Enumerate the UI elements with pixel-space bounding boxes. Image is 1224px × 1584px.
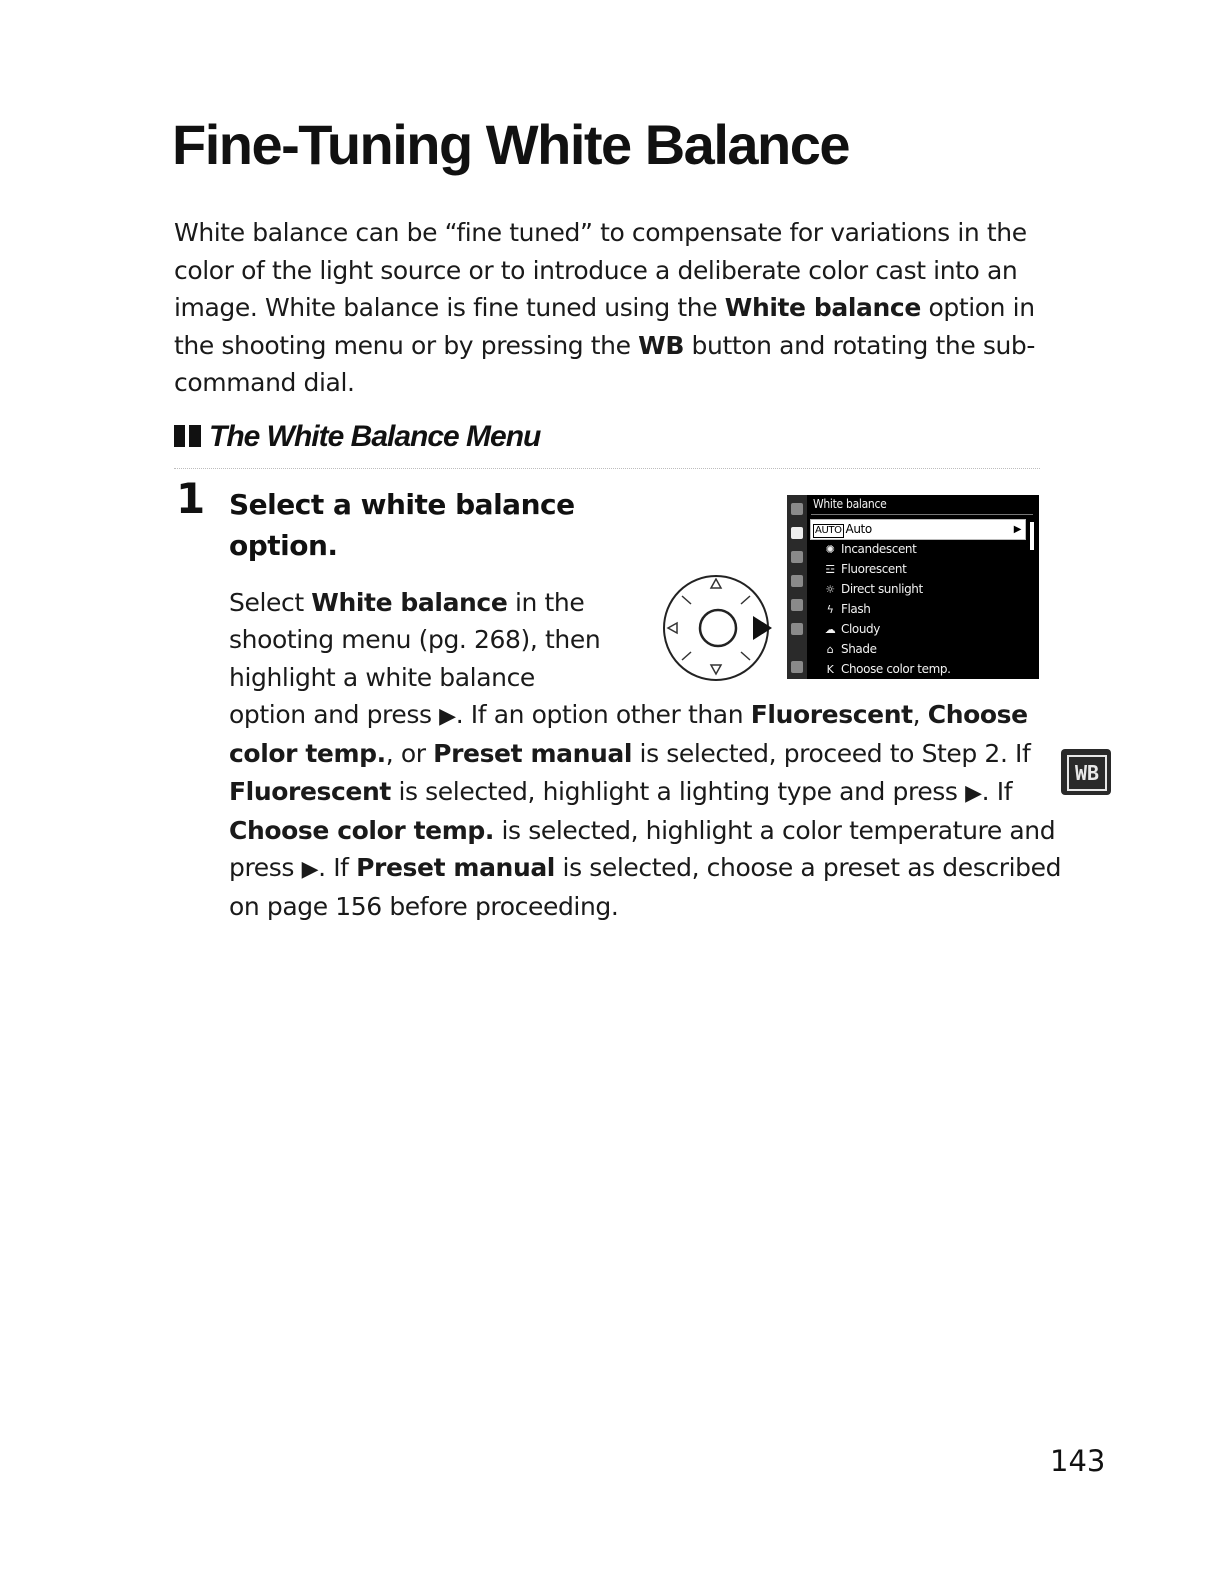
page-number: 143 — [1050, 1444, 1106, 1478]
help-icon — [791, 661, 803, 673]
wb-option-cloudy[interactable]: ☁ Cloudy — [811, 620, 1025, 639]
camera-menu-screen — [787, 495, 1039, 679]
wb-option-auto[interactable]: AUTO Auto ▶ — [811, 520, 1025, 539]
cloud-icon: ☁ — [824, 623, 836, 636]
wb-option-direct-sunlight[interactable]: ☼ Direct sunlight — [811, 580, 1025, 599]
menu-scrollbar — [1030, 522, 1034, 550]
my-menu-tab-icon — [791, 623, 803, 635]
incandescent-icon: ✺ — [825, 543, 835, 556]
menu-option-ref: White balance — [724, 293, 921, 322]
step-body-top: Select White balance in the shooting menu (pg. 268), then highlight a white balance — [229, 588, 601, 692]
shooting-tab-icon — [791, 527, 803, 539]
section-heading: The White Balance Menu — [174, 420, 540, 454]
wb-option-incandescent[interactable]: ✺ Incandescent — [811, 540, 1025, 559]
step-heading: Select a white balance option. — [229, 488, 575, 562]
flash-icon: ϟ — [826, 603, 834, 616]
section-divider — [174, 468, 1040, 469]
playback-tab-icon — [791, 503, 803, 515]
menu-title-divider — [811, 514, 1033, 515]
custom-settings-tab-icon — [791, 551, 803, 563]
camera-menu-title: White balance — [813, 497, 887, 511]
right-arrow-icon: ▶ — [439, 704, 456, 729]
step-number: 1 — [176, 474, 206, 523]
right-arrow-icon: ▶ — [965, 780, 982, 806]
wb-option-shade[interactable]: ⌂ Shade — [811, 640, 1025, 659]
shade-icon: ⌂ — [826, 643, 834, 656]
page-title: Fine-Tuning White Balance — [172, 113, 850, 176]
intro-paragraph: White balance can be “fine tuned” to compensate for variations in the color of the light source or to introduce a deliberate color cast into an image. White balance is fine tuned using the White balance option in the shooting menu or by pressing the WB button and rotating the sub-command dial. — [174, 218, 1036, 397]
section-marker-icon — [174, 425, 201, 447]
color-temp-icon: K — [826, 663, 834, 676]
wb-option-flash[interactable]: ϟ Flash — [811, 600, 1025, 619]
submenu-arrow-icon: ▶ — [1013, 524, 1021, 535]
button-ref: WB — [638, 330, 684, 360]
wb-option-fluorescent[interactable]: ☲ Fluorescent — [811, 560, 1025, 579]
auto-icon: AUTO — [815, 525, 842, 536]
wb-option-choose-color-temp[interactable]: K Choose color temp. — [811, 660, 1025, 679]
multi-selector-icon — [662, 574, 774, 682]
setup-tab-icon — [791, 575, 803, 587]
sun-icon: ☼ — [825, 583, 835, 596]
wb-tab-icon: WB — [1067, 755, 1107, 791]
wb-chapter-tab — [1061, 749, 1111, 795]
fluorescent-icon: ☲ — [825, 563, 835, 576]
step-body-bottom: option and press ▶. If an option other than Fluorescent, Choose color temp., or Preset manual is selected, proceed to Step 2. If Fluorescent is selected, highlight a lighting type and press ▶. If Choose color temp. is selected, highlight a color temperature and press ▶. If Preset manual is selected, choose a preset as described on page 156 before proceeding. — [229, 700, 1062, 922]
right-arrow-icon: ▶ — [301, 857, 319, 883]
retouch-tab-icon — [791, 599, 803, 611]
menu-tab-rail — [787, 495, 807, 679]
